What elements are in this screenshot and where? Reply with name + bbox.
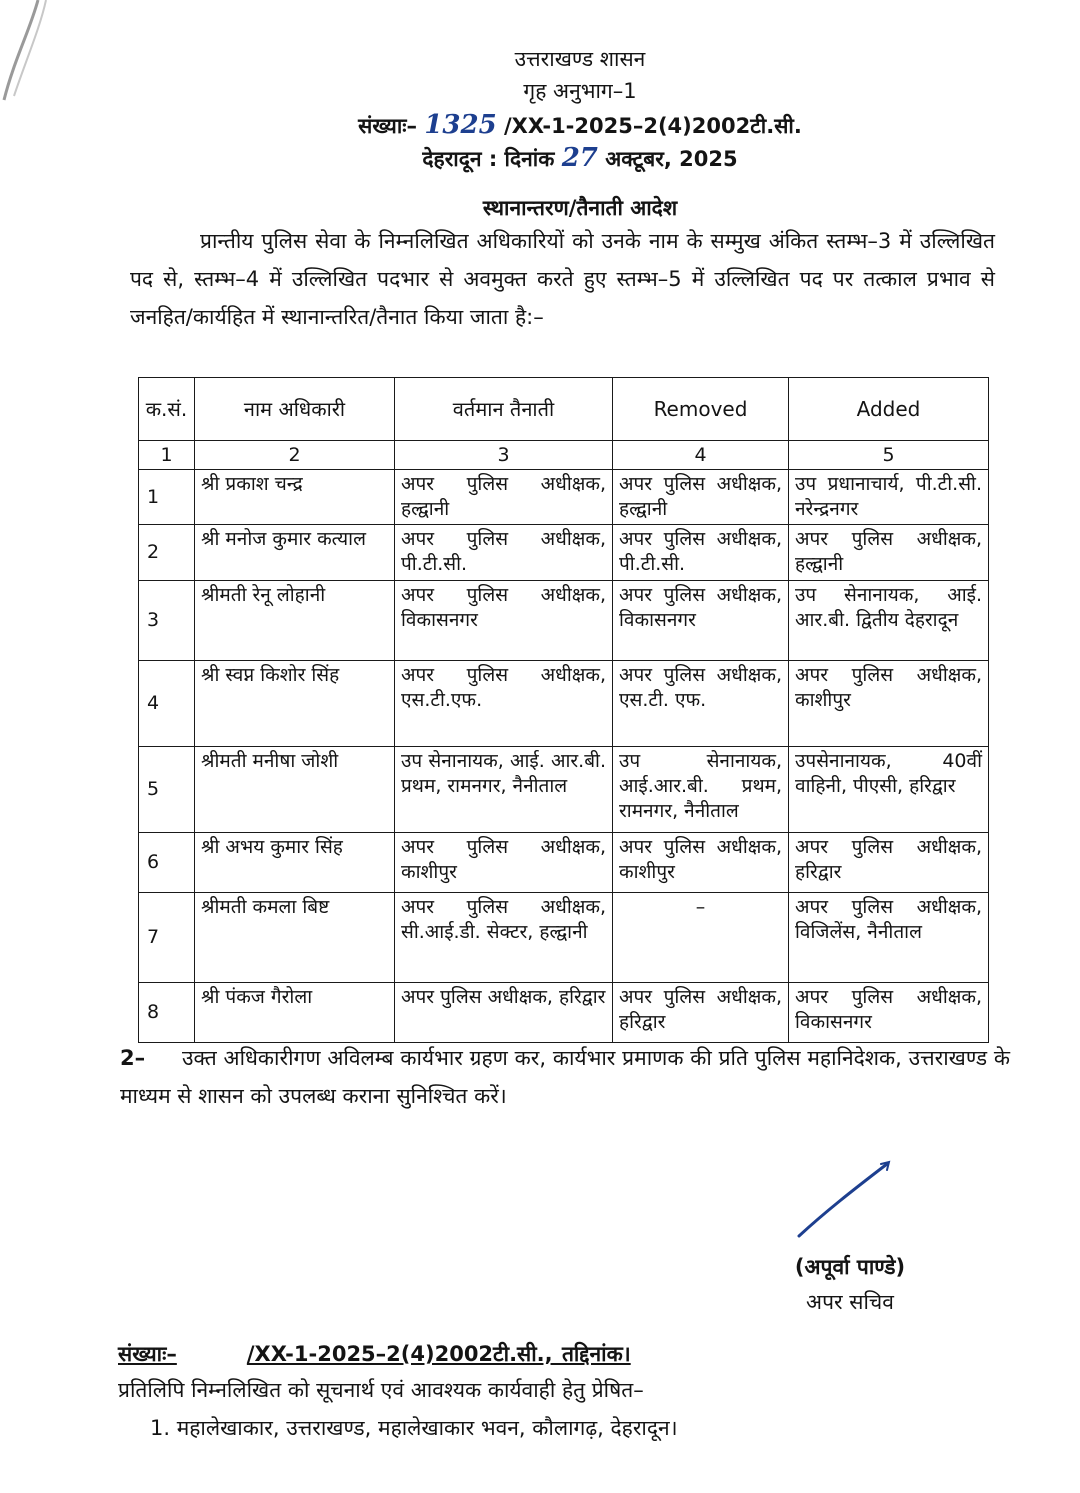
staple-mark-icon — [0, 0, 60, 110]
table-row — [139, 983, 989, 1043]
ref-handwritten-number: 1325 — [424, 110, 497, 140]
added-cell: अपर पुलिस अधीक्षक, हल्द्वानी — [789, 525, 989, 581]
table-row — [139, 833, 989, 893]
paragraph-2-text: उक्त अधिकारीगण अविलम्ब कार्यभार ग्रहण कर, कार्यभार प्रमाणक की प्रति पुलिस महानिदेशक, उत्तराखण्ड के माध्यम से शासन को उपलब्ध कराना सुनिश्चित करें। — [120, 1046, 1010, 1108]
added-cell: उपसेनानायक, 40वीं वाहिनी, पीएसी, हरिद्वार — [789, 747, 989, 833]
serial-cell: 5 — [139, 747, 195, 833]
column-number-row — [139, 441, 989, 470]
header-officer-name: नाम अधिकारी — [195, 378, 395, 441]
removed-cell: अपर पुलिस अधीक्षक, विकासनगर — [613, 581, 789, 661]
department-name: गृह अनुभाग–1 — [523, 79, 637, 103]
officer-name-cell: श्रीमती रेनू लोहानी — [195, 581, 395, 661]
serial-cell: 3 — [139, 581, 195, 661]
removed-cell: – — [613, 893, 789, 983]
column-number: 3 — [395, 441, 613, 470]
current-posting-cell: अपर पुलिस अधीक्षक, काशीपुर — [395, 833, 613, 893]
header-serial: क.सं. — [139, 378, 195, 441]
officer-name-cell: श्री अभय कुमार सिंह — [195, 833, 395, 893]
added-cell: अपर पुलिस अधीक्षक, विजिलेंस, नैनीताल — [789, 893, 989, 983]
table-header-row — [139, 378, 989, 441]
copy-ref-label: संख्याः– — [118, 1342, 177, 1366]
officer-name-cell: श्रीमती मनीषा जोशी — [195, 747, 395, 833]
issue-date — [300, 145, 860, 172]
ref-suffix: /XX-1-2025–2(4)2002टी.सी. — [504, 114, 802, 138]
officer-name-cell: श्री मनोज कुमार कत्याल — [195, 525, 395, 581]
table-row — [139, 747, 989, 833]
current-posting-cell: अपर पुलिस अधीक्षक, विकासनगर — [395, 581, 613, 661]
current-posting-cell: उप सेनानायक, आई. आर.बी. प्रथम, रामनगर, नैनीताल — [395, 747, 613, 833]
table-row — [139, 470, 989, 525]
officer-name-cell: श्री प्रकाश चन्द्र — [195, 470, 395, 525]
officer-name-cell: श्रीमती कमला बिष्ट — [195, 893, 395, 983]
reference-number — [300, 112, 860, 139]
added-cell: अपर पुलिस अधीक्षक, हरिद्वार — [789, 833, 989, 893]
serial-cell: 7 — [139, 893, 195, 983]
paragraph-number: 2– — [120, 1046, 146, 1070]
government-name: उत्तराखण्ड शासन — [514, 47, 646, 71]
removed-cell: उप सेनानायक, आई.आर.बी. प्रथम, रामनगर, नैनीताल — [613, 747, 789, 833]
header-added: Added — [789, 378, 989, 441]
removed-cell: अपर पुलिस अधीक्षक, काशीपुर — [613, 833, 789, 893]
added-cell: अपर पुलिस अधीक्षक, विकासनगर — [789, 983, 989, 1043]
serial-cell: 8 — [139, 983, 195, 1043]
copy-ref-suffix: /XX-1-2025–2(4)2002टी.सी., तद्दिनांक। — [246, 1342, 631, 1366]
signature-icon — [795, 1160, 905, 1240]
paragraph-2 — [120, 1039, 1010, 1115]
column-number: 1 — [139, 441, 195, 470]
removed-cell: अपर पुलिस अधीक्षक, हल्द्वानी — [613, 470, 789, 525]
ref-label: संख्याः– — [358, 114, 418, 138]
signatory-name: (अपूर्वा पाण्डे) — [794, 1255, 906, 1279]
serial-cell: 4 — [139, 661, 195, 747]
transfer-table — [138, 377, 989, 1043]
serial-cell: 2 — [139, 525, 195, 581]
current-posting-cell: अपर पुलिस अधीक्षक, हरिद्वार — [395, 983, 613, 1043]
added-cell: अपर पुलिस अधीक्षक, काशीपुर — [789, 661, 989, 747]
copy-intro: प्रतिलिपि निम्नलिखित को सूचनार्थ एवं आवश्यक कार्यवाही हेतु प्रेषित– — [118, 1378, 644, 1402]
current-posting-cell: अपर पुलिस अधीक्षक, सी.आई.डी. सेक्टर, हल्द्वानी — [395, 893, 613, 983]
officer-name-cell: श्री स्वप्न किशोर सिंह — [195, 661, 395, 747]
current-posting-cell: अपर पुलिस अधीक्षक, एस.टी.एफ. — [395, 661, 613, 747]
column-number: 4 — [613, 441, 789, 470]
signatory-designation: अपर सचिव — [806, 1290, 894, 1314]
serial-cell: 1 — [139, 470, 195, 525]
letterhead — [300, 46, 860, 172]
current-posting-cell: अपर पुलिस अधीक्षक, हल्द्वानी — [395, 470, 613, 525]
date-prefix: देहरादून : दिनांक — [422, 147, 555, 171]
removed-cell: अपर पुलिस अधीक्षक, पी.टी.सी. — [613, 525, 789, 581]
removed-cell: अपर पुलिस अधीक्षक, एस.टी. एफ. — [613, 661, 789, 747]
table-row — [139, 893, 989, 983]
table-row — [139, 581, 989, 661]
header-removed: Removed — [613, 378, 789, 441]
header-current-posting: वर्तमान तैनाती — [395, 378, 613, 441]
officer-name-cell: श्री पंकज गैरोला — [195, 983, 395, 1043]
current-posting-cell: अपर पुलिस अधीक्षक, पी.टी.सी. — [395, 525, 613, 581]
added-cell: उप सेनानायक, आई. आर.बी. द्वितीय देहरादून — [789, 581, 989, 661]
added-cell: उप प्रधानाचार्य, पी.टी.सी. नरेन्द्रनगर — [789, 470, 989, 525]
order-title: स्थानान्तरण/तैनाती आदेश — [482, 196, 678, 220]
column-number: 2 — [195, 441, 395, 470]
copy-reference-number — [118, 1340, 631, 1368]
date-suffix: अक्टूबर, 2025 — [605, 147, 738, 171]
removed-cell: अपर पुलिस अधीक्षक, हरिद्वार — [613, 983, 789, 1043]
table-row — [139, 661, 989, 747]
intro-paragraph: प्रान्तीय पुलिस सेवा के निम्नलिखित अधिकारियों को उनके नाम के सम्मुख अंकित स्तम्भ–3 में उल्लिखित पद से, स्तम्भ–4 में उल्लिखित पदभार से अवमुक्त करते हुए स्तम्भ–5 में उल्लिखित पद पर तत्काल प्रभाव से जनहित/कार्यहित में स्थानान्तरित/तैनात किया जाता है:– — [130, 229, 995, 329]
column-number: 5 — [789, 441, 989, 470]
serial-cell: 6 — [139, 833, 195, 893]
copy-recipient-item: 1. महालेखाकार, उत्तराखण्ड, महालेखाकार भवन, कौलागढ़, देहरादून। — [150, 1416, 678, 1440]
table-row — [139, 525, 989, 581]
date-handwritten-day: 27 — [561, 143, 598, 173]
